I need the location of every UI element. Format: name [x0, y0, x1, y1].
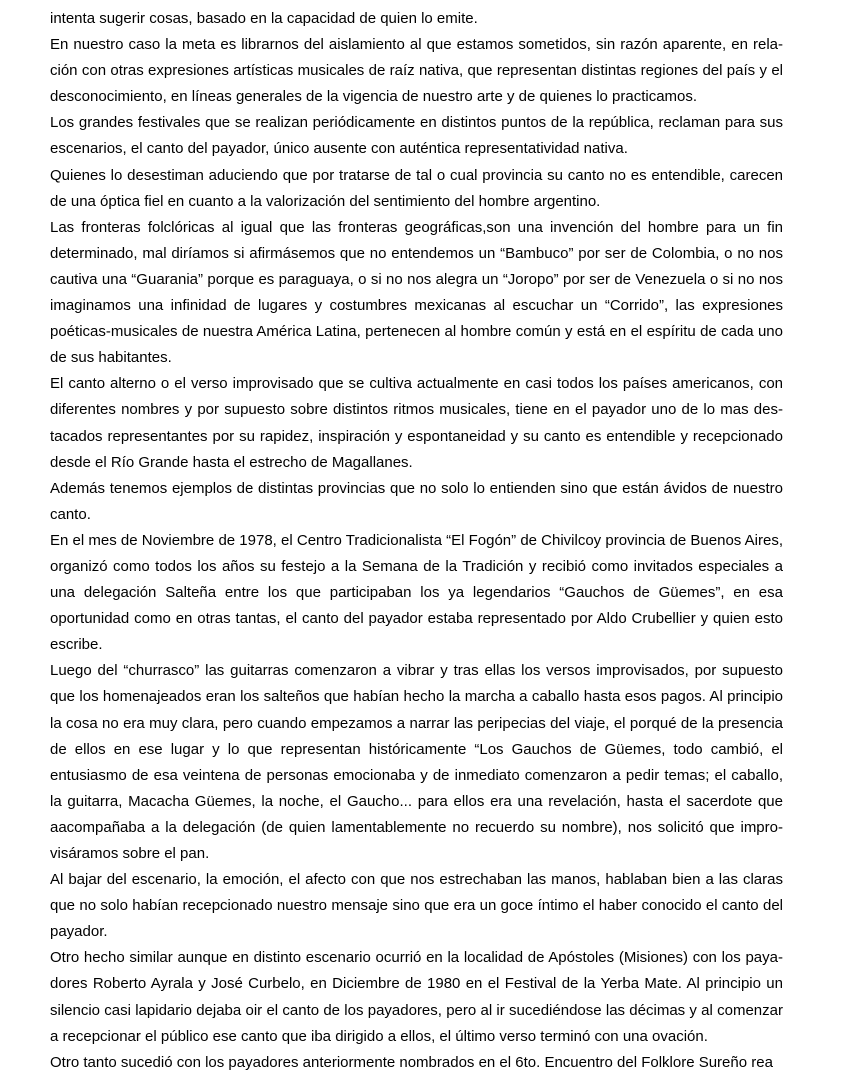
paragraph-festivales: Los grandes festivales que se realizan periódicamente en distintos puntos de la república, reclaman para sus escenarios, el canto del payador, único ausente con auténtica representatividad nativa. — [50, 114, 783, 158]
paragraph-escenario: Al bajar del escenario, la emoción, el afecto con que nos estrechaban las manos, hablaban bien a las claras que no solo habían recepcionado nuestro mensaje sino que era un goce íntimo el haber conocido el canto del payador. — [50, 871, 783, 941]
paragraph-continuation: intenta sugerir cosas, basado en la capacidad de quien lo emite. — [50, 10, 478, 27]
document-page — [50, 6, 783, 1076]
paragraph-desestiman: Quienes lo desestiman aduciendo que por tratarse de tal o cual provincia su canto no es entendible, carecen de una óptica fiel en cuanto a la valorización del sentimiento del hombre argentino. — [50, 166, 783, 210]
paragraph-aislamiento: En nuestro caso la meta es librarnos del aislamiento al que estamos sometidos, sin razón aparente, en relación con otras expresiones artísticas musicales de raíz nativa, que representan distintas regiones del país y el desconocimiento, en líneas generales de la vigencia de nuestro arte y de quienes lo practicamos. — [50, 36, 783, 106]
paragraph-canto-alterno: El canto alterno o el verso improvisado que se cultiva actualmente en casi todos los países americanos, con diferentes nombres y por supuesto sobre distintos ritmos musicales, tiene en el payador uno de lo mas destacados representantes por su rapidez, inspiración y espontaneidad y su canto es entendible y recepcionado desde el Río Grande hasta el estrecho de Magallanes. — [50, 375, 783, 471]
paragraph-provincias: Además tenemos ejemplos de distintas provincias que no solo lo entienden sino que están ávidos de nuestro canto. — [50, 479, 783, 523]
paragraph-noviembre-1978: En el mes de Noviembre de 1978, el Centro Tradicionalista “El Fogón” de Chivilcoy provincia de Buenos Aires, organizó como todos los años su festejo a la Semana de la Tradición y recibió como invitados especiales a una delegación Salteña entre los que participaban los ya legendarios “Gauchos de Güemes”, en esa oportunidad como en otras tantas, el canto del payador estaba representado por Aldo Crubellier y quien esto escribe. — [50, 531, 783, 654]
paragraph-encuentro-sureno: Otro tanto sucedió con los payadores anteriormente nombrados en el 6to. Encuentro del Folklore Sureño rea — [50, 1053, 773, 1071]
paragraph-apostoles: Otro hecho similar aunque en distinto escenario ocurrió en la localidad de Apóstoles (Misiones) con los payadores Roberto Ayrala y José Curbelo, en Diciembre de 1980 en el Festival de la Yerba Mate. Al principio un silencio casi lapidario dejaba oir el canto de los payadores, pero al ir sucediéndose las décimas y al comenzar a recepcionar el público ese canto que iba dirigido a ellos, el último verso terminó con una ovación. — [50, 949, 783, 1045]
paragraph-churrasco: Luego del “churrasco” las guitarras comenzaron a vibrar y tras ellas los versos improvisados, por supuesto que los homenajeados eran los salteños que habían hecho la marcha a caballo hasta esos pagos. Al principio la cosa no era muy clara, pero cuando empezamos a narrar las peripecias del viaje, el porqué de la presencia de ellos en ese lugar y lo que representan históricamente “Los Gauchos de Güemes, todo cambió, el entusiasmo de esa veintena de personas emocionaba y de inmediato comenzaron a pedir temas; el caballo, la guitarra, Macacha Güemes, la noche, el Gaucho... para ellos era una revelación, hasta el sacerdote que aacompañaba a la delegación (de quien lamentablemente no recuerdo su nombre), nos solicitó que improvisáramos sobre el pan. — [50, 662, 783, 862]
paragraph-fronteras: Las fronteras folclóricas al igual que las fronteras geográficas,son una invención del hombre para un fin determinado, mal diríamos si afirmásemos que no entendemos un “Bambuco” por ser de Colombia, o no nos cautiva una “Guarania” porque es paraguaya, o si no nos alegra un “Joropo” por ser de Venezuela o si no nos imaginamos una infinidad de lugares y costumbres mexicanas al escuchar un “Corrido”, las expresiones poéticas-musicales de nuestra América Latina, pertenecen al hombre común y está en el espíritu de cada uno de sus habitantes. — [50, 218, 783, 367]
